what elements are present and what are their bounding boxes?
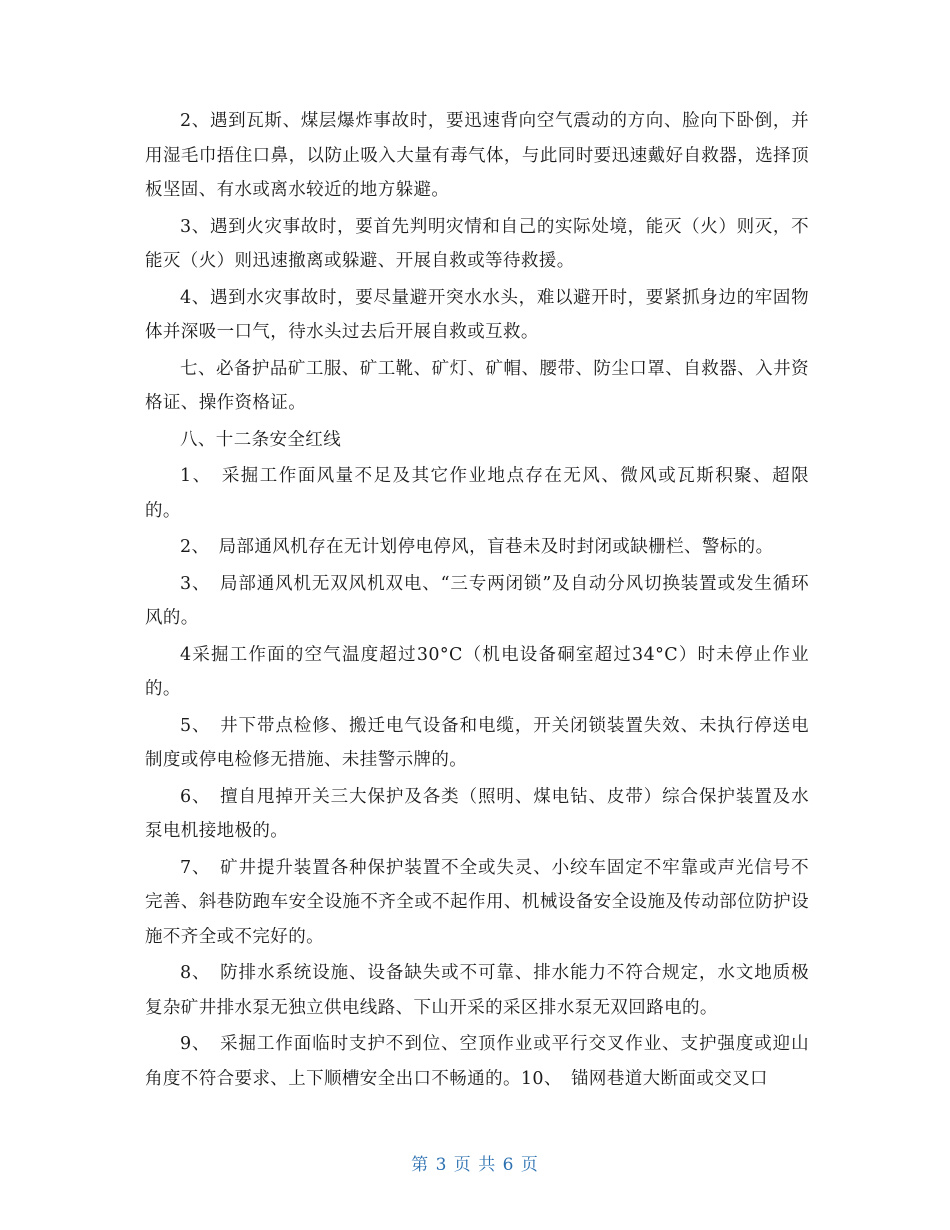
paragraph: 2、 局部通风机存在无计划停电停风，盲巷未及时封闭或缺栅栏、警标的。 [180, 537, 774, 557]
paragraph: 3、 局部通风机无双风机双电、“三专两闭锁”及自动分风切换装置或发生循环风的。 [145, 573, 809, 628]
section-heading: 八、十二条安全红线 [180, 429, 342, 450]
paragraph: 2、遇到瓦斯、煤层爆炸事故时，要迅速背向空气震动的方向、脸向下卧倒，并用湿毛巾捂住口鼻，以防止吸入大量有毒气体，与此同时要迅速戴好自救器，选择顶板坚固、有水或离水较近的地方躲避。 [145, 111, 809, 200]
paragraph: 8、 防排水系统设施、设备缺失或不可靠、排水能力不符合规定，水文地质极复杂矿井排水泵无独立供电线路、下山开采的采区排水泵无双回路电的。 [145, 963, 809, 1018]
paragraph: 4、遇到水灾事故时，要尽量避开突水水头，难以避开时，要紧抓身边的牢固物体并深吸一口气，待水头过去后开展自救或互救。 [145, 287, 809, 342]
document-body [145, 104, 809, 1098]
paragraph: 7、 矿井提升装置各种保护装置不全或失灵、小绞车固定不牢靠或声光信号不完善、斜巷防跑车安全设施不齐全或不起作用、机械设备安全设施及传动部位防护设施不齐全或不完好的。 [145, 857, 809, 947]
paragraph: 七、必备护品矿工服、矿工靴、矿灯、矿帽、腰带、防尘口罩、自救器、入井资格证、操作资格证。 [145, 358, 809, 413]
paragraph: 3、遇到火灾事故时，要首先判明灾情和自己的实际处境，能灭（火）则灭，不能灭（火）则迅速撤离或躲避、开展自救或等待救援。 [145, 216, 809, 271]
paragraph: 9、 采掘工作面临时支护不到位、空顶作业或平行交叉作业、支护强度或迎山角度不符合要求、上下顺槽安全出口不畅通的。10、 锚网巷道大断面或交叉口 [145, 1034, 809, 1089]
paragraph: 4采掘工作面的空气温度超过30°C（机电设备硐室超过34°C）时未停止作业的。 [145, 644, 809, 699]
page-number: 第 3 页 共 6 页 [411, 1155, 539, 1175]
paragraph: 1、 采掘工作面风量不足及其它作业地点存在无风、微风或瓦斯积聚、超限的。 [145, 466, 809, 521]
paragraph: 6、 擅自甩掉开关三大保护及各类（照明、煤电钻、皮带）综合保护装置及水泵电机接地极的。 [145, 786, 809, 841]
page-footer [0, 1150, 950, 1175]
paragraph: 5、 井下带点检修、搬迁电气设备和电缆，开关闭锁装置失效、未执行停送电制度或停电检修无措施、未挂警示牌的。 [145, 715, 809, 770]
